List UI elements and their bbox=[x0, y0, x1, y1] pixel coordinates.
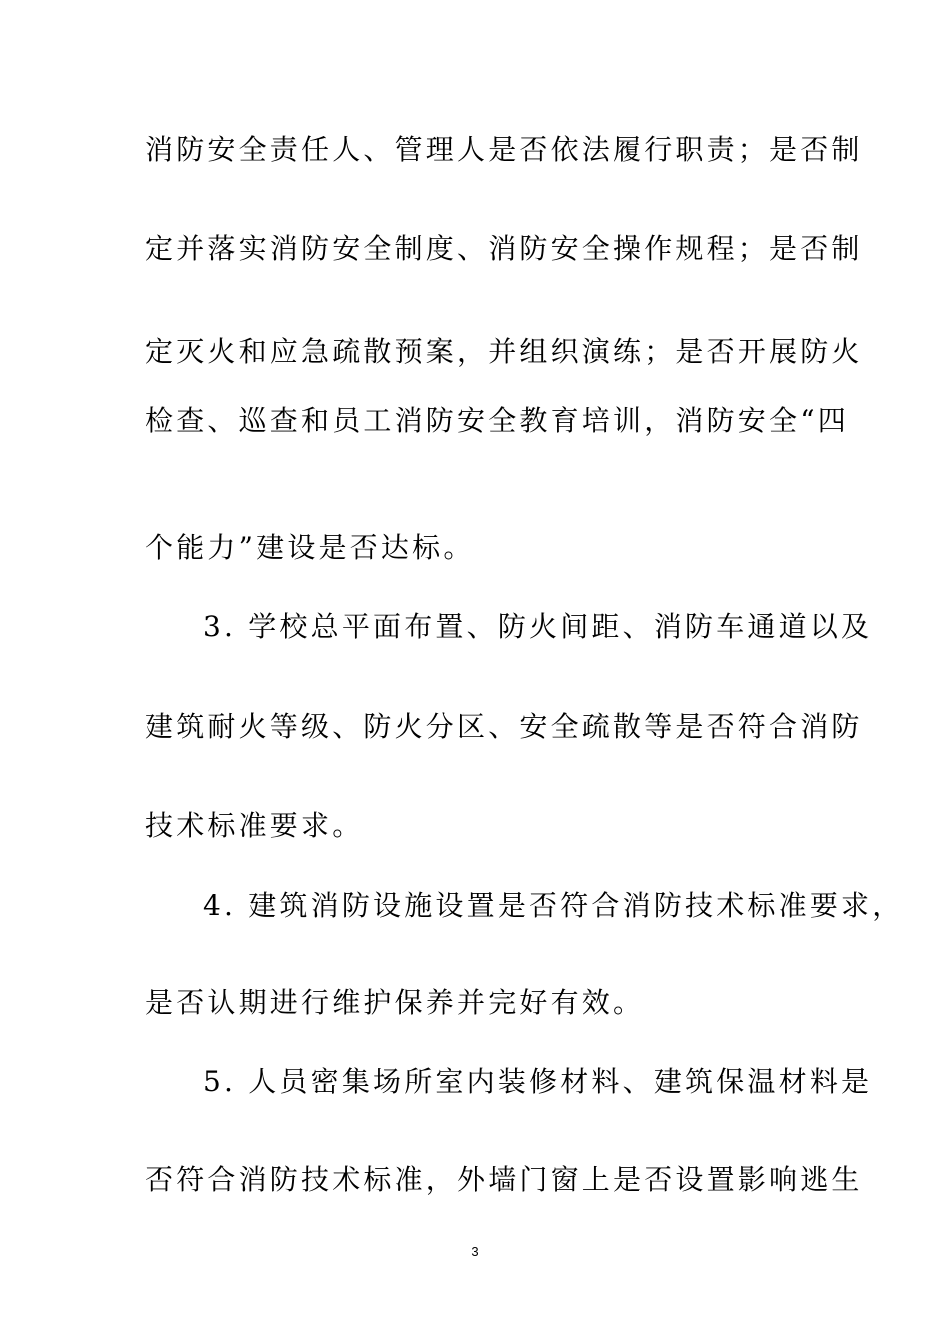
text-line: 定灭火和应急疏散预案，并组织演练；是否开展防火 bbox=[145, 335, 863, 368]
text-line: 检查、巡查和员工消防安全教育培训，消防安全“四 bbox=[145, 404, 849, 437]
text-line: 个能力”建设是否达标。 bbox=[145, 531, 475, 564]
text-line: 5. 人员密集场所室内装修材料、建筑保温材料是 bbox=[203, 1065, 873, 1098]
text-line: 技术标准要求。 bbox=[145, 809, 364, 842]
text-line: 定并落实消防安全制度、消防安全操作规程；是否制 bbox=[145, 232, 863, 265]
text-line: 否符合消防技术标准，外墙门窗上是否设置影响逃生 bbox=[145, 1163, 863, 1196]
text-line: 是否认期进行维护保养并完好有效。 bbox=[145, 986, 645, 1019]
page-number: 3 bbox=[471, 1244, 479, 1259]
text-line: 4. 建筑消防设施设置是否符合消防技术标准要求， bbox=[203, 889, 904, 922]
text-line: 3. 学校总平面布置、防火间距、消防车通道以及 bbox=[203, 610, 873, 643]
text-line: 建筑耐火等级、防火分区、安全疏散等是否符合消防 bbox=[145, 710, 863, 743]
text-line: 消防安全责任人、管理人是否依法履行职责；是否制 bbox=[145, 133, 863, 166]
